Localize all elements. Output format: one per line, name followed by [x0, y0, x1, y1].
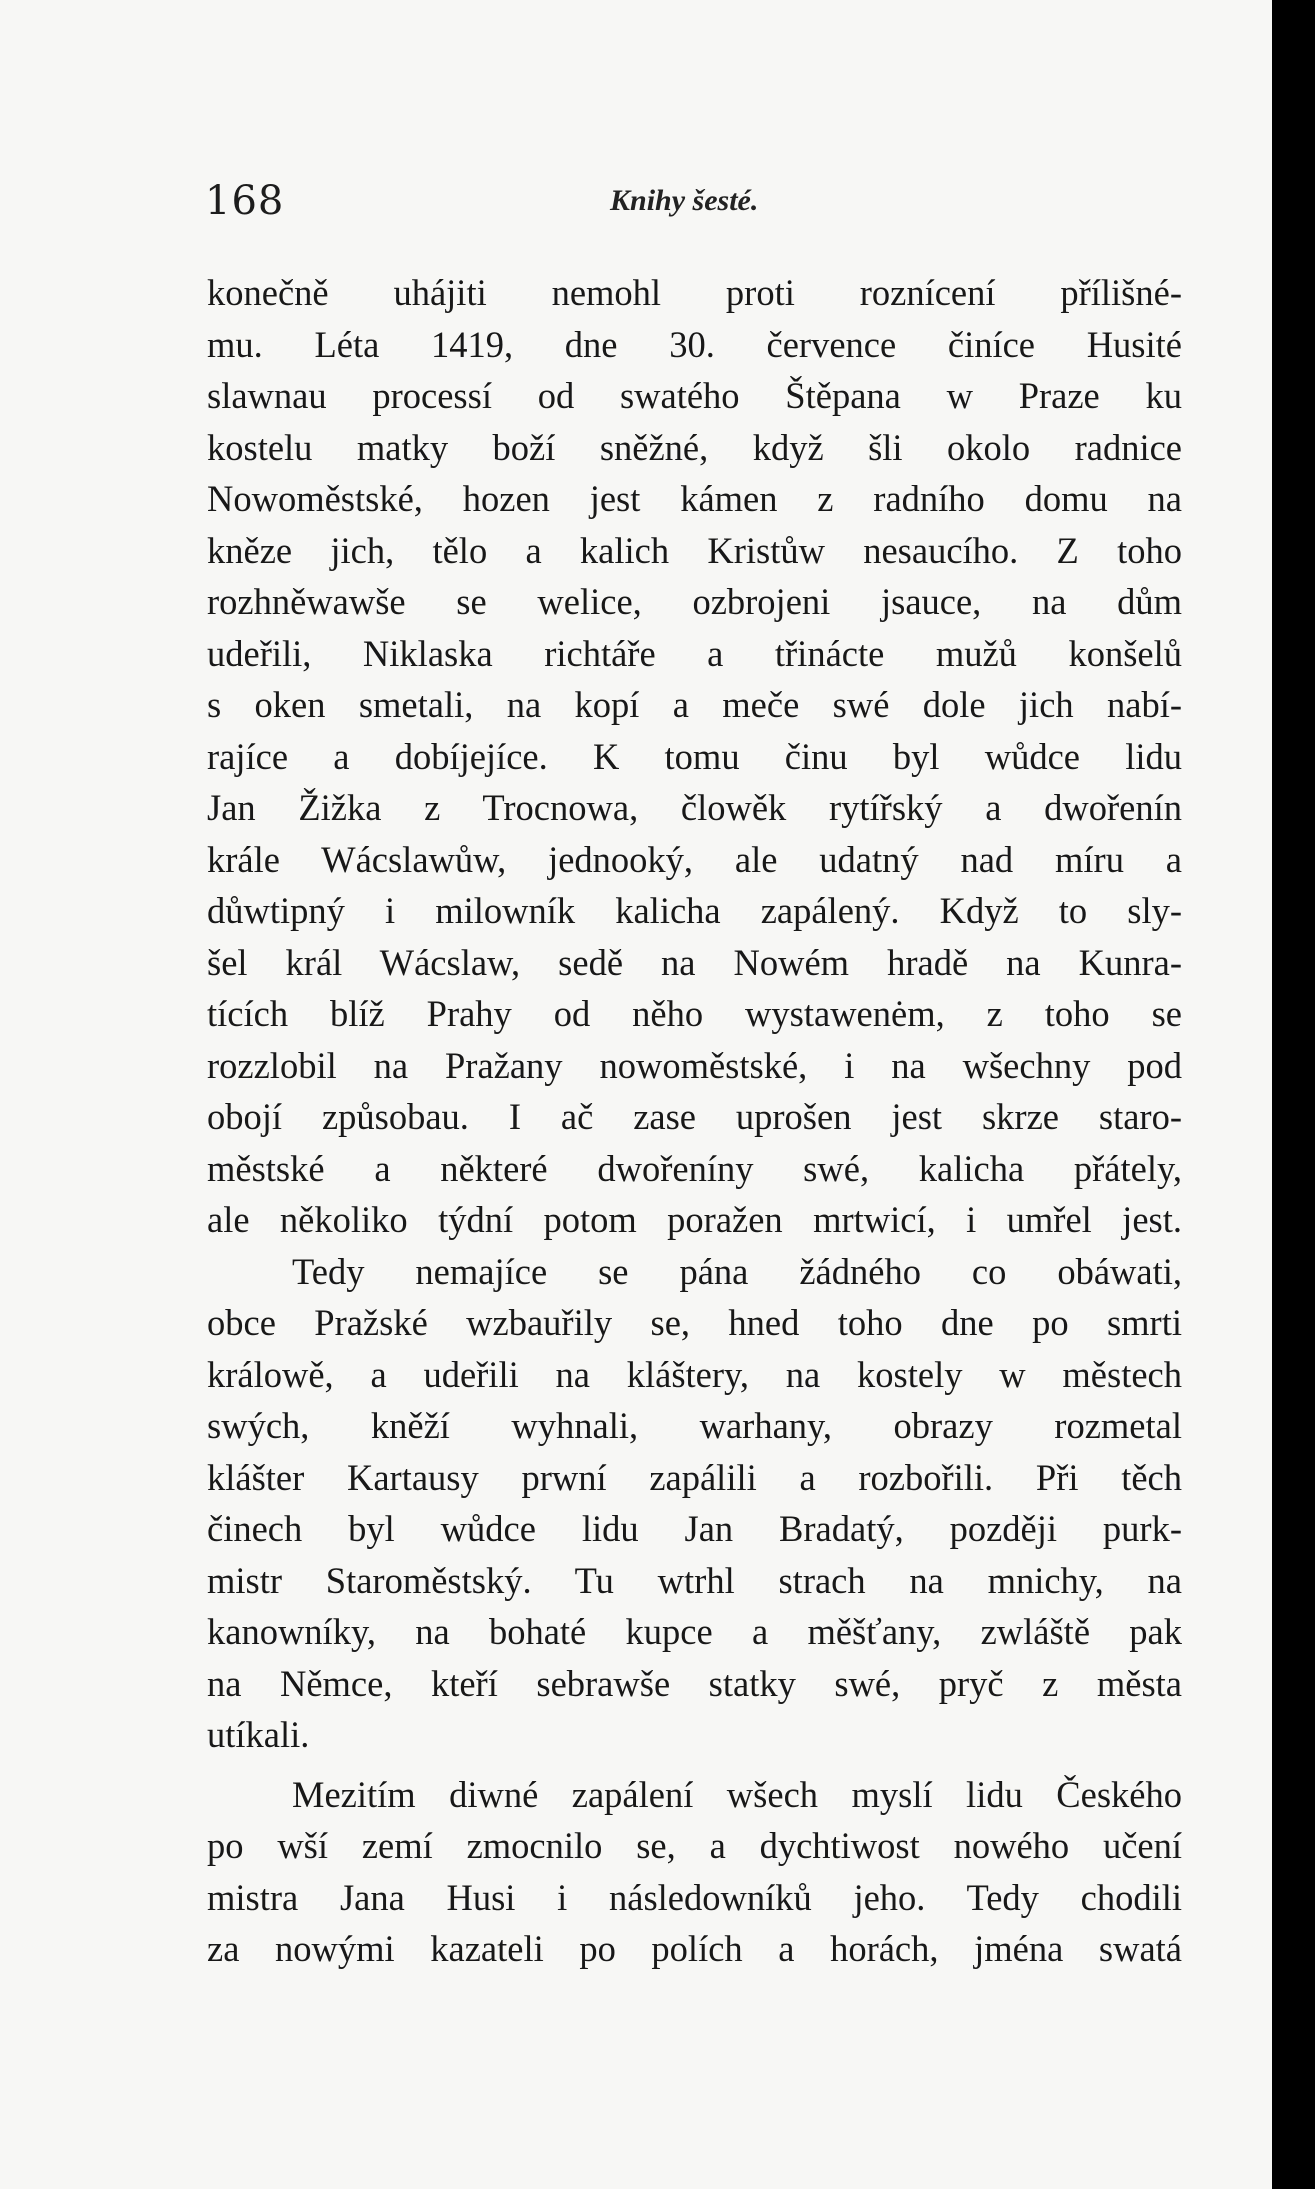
text-line: obojí způsobau. I ač zase uprošen jest skrze staro- — [207, 1096, 1182, 1137]
text-line: králowě, a udeřili na kláštery, na kostely w městech — [207, 1353, 1182, 1395]
page-number: 168 — [205, 178, 285, 224]
text-line: kostelu matky boží sněžné, když šli okolo radnice — [207, 426, 1182, 468]
text-line: s oken smetali, na kopí a meče swé dole jich nabí- — [207, 684, 1182, 725]
text-line: krále Wácslawůw, jednooký, ale udatný nad míru a — [207, 838, 1182, 880]
text-line: mistra Jana Husi i následowníků jeho. Tedy chodili — [207, 1876, 1182, 1918]
text-line: kanowníky, na bohaté kupce a měšťany, zwláště pak — [207, 1611, 1182, 1652]
text-line: městské a některé dwořeníny swé, kalicha přátely, — [207, 1147, 1182, 1189]
text-line: rozhněwawše se welice, ozbrojeni jsauce, na dům — [207, 581, 1182, 622]
text-line: obce Pražské wzbauřily se, hned toho dne po smrti — [207, 1302, 1182, 1343]
text-line: na Němce, kteří sebrawše statky swé, pryč z města — [207, 1662, 1182, 1704]
text-line: klášter Kartausy prwní zapálili a rozbořili. Při těch — [207, 1456, 1182, 1498]
text-line: za nowými kazateli po polích a horách, jména swatá — [207, 1928, 1182, 1969]
text-line: rozzlobil na Pražany nowoměstské, i na wšechny pod — [207, 1044, 1182, 1086]
paragraph-gap — [207, 1761, 1182, 1769]
page-header — [205, 178, 1215, 238]
text-line: šel král Wácslaw, sedě na Nowém hradě na Kunra- — [207, 941, 1182, 983]
text-line: udeřili, Niklaska richtáře a třinácte mužů konšelů — [207, 632, 1182, 674]
text-line: utíkali. — [207, 1714, 310, 1755]
text-line: Nowoměstské, hozen jest kámen z radního domu na — [207, 478, 1182, 519]
text-line: důwtipný i milowník kalicha zapálený. Když to sly- — [207, 890, 1182, 931]
text-line: slawnau processí od swatého Štěpana w Praze ku — [207, 375, 1182, 416]
paragraph — [207, 267, 1182, 1246]
text-line: rajíce a dobíjejíce. K tomu činu byl wůdce lidu — [207, 735, 1182, 777]
paragraph — [207, 1246, 1182, 1761]
text-line: ale několiko týdní potom poražen mrtwicí, i umřel jest. — [207, 1199, 1182, 1240]
text-line: kněze jich, tělo a kalich Kristůw nesaucího. Z toho — [207, 529, 1182, 571]
text-line: činech byl wůdce lidu Jan Bradatý, později purk- — [207, 1508, 1182, 1549]
text-line: swých, kněží wyhnali, warhany, obrazy rozmetal — [207, 1405, 1182, 1446]
text-line: Mezitím diwné zapálení wšech myslí lidu Českého — [292, 1773, 1182, 1815]
text-line: mu. Léta 1419, dne 30. července činíce Husité — [207, 323, 1182, 365]
running-head: Knihy šesté. — [610, 184, 759, 217]
text-line: Jan Žižka z Trocnowa, člowěk rytířský a dwořenín — [207, 787, 1182, 828]
text-line: tících blíž Prahy od něho wystawenėm, z toho se — [207, 993, 1182, 1034]
text-line: mistr Staroměstský. Tu wtrhl strach na mnichy, na — [207, 1559, 1182, 1601]
body-text — [207, 267, 1182, 1975]
text-line: po wší zemí zmocnilo se, a dychtiwost nowého učení — [207, 1825, 1182, 1866]
text-line: Tedy nemajíce se pána žádného co obáwati, — [292, 1250, 1182, 1292]
paragraph — [207, 1769, 1182, 1975]
text-line: konečně uhájiti nemohl proti roznícení přílišné- — [207, 272, 1182, 313]
